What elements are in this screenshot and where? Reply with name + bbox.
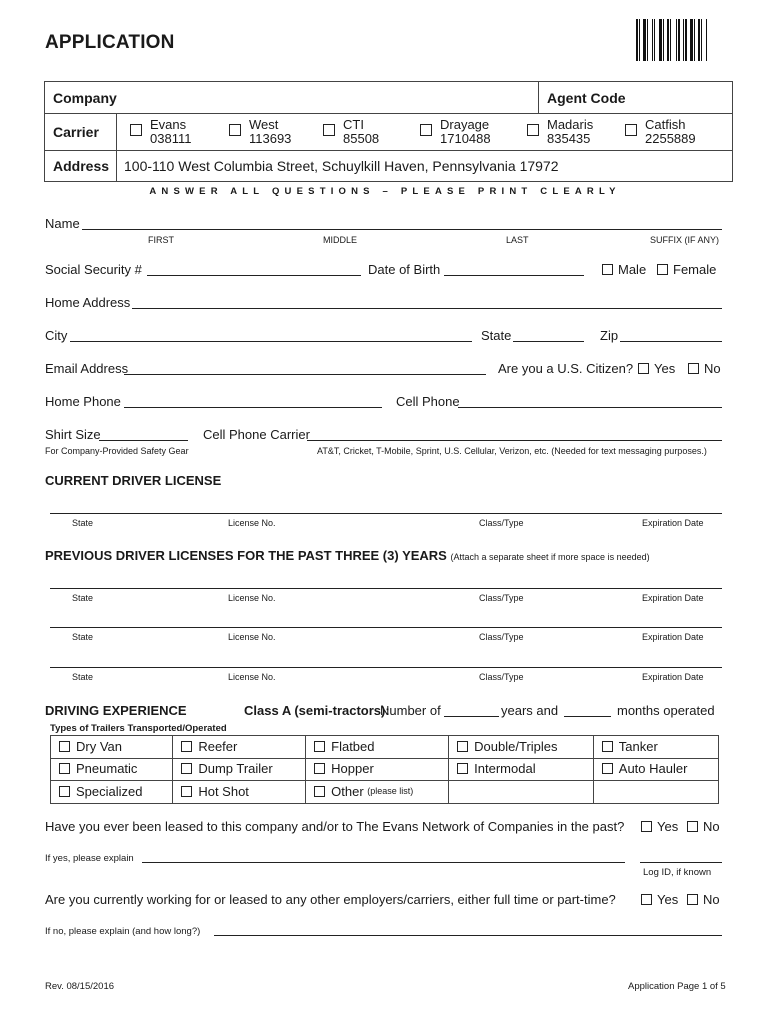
checkbox[interactable] bbox=[638, 363, 649, 374]
col-license-no: License No. bbox=[228, 518, 276, 528]
barcode-bar bbox=[659, 19, 662, 61]
name-last-label: LAST bbox=[506, 235, 529, 245]
address-label: Address bbox=[45, 151, 117, 182]
carrier-code: 038111 bbox=[150, 131, 192, 146]
page-number-label: Application Page 1 of 5 bbox=[628, 981, 726, 992]
trailer-label: Double/Triples bbox=[474, 738, 558, 754]
carrier-code: 85508 bbox=[343, 131, 380, 146]
previous-licenses-title: PREVIOUS DRIVER LICENSES FOR THE PAST THREE (3) YEARS bbox=[45, 548, 447, 563]
barcode-bar bbox=[652, 19, 653, 61]
checkbox[interactable] bbox=[657, 264, 668, 275]
trailer-label: Pneumatic bbox=[76, 761, 138, 777]
trailer-flatbed[interactable] bbox=[306, 736, 449, 759]
carrier-option-cti[interactable] bbox=[323, 118, 379, 146]
checkbox[interactable] bbox=[323, 124, 335, 136]
name-input[interactable] bbox=[82, 229, 722, 230]
checkbox[interactable] bbox=[641, 821, 652, 832]
city-input[interactable] bbox=[70, 341, 472, 342]
male-checkbox[interactable] bbox=[602, 262, 646, 277]
col-expiration: Expiration Date bbox=[642, 672, 704, 682]
barcode-bar bbox=[670, 19, 671, 61]
checkbox[interactable] bbox=[229, 124, 241, 136]
carrier-option-west[interactable] bbox=[229, 118, 291, 146]
state-label: State bbox=[481, 328, 512, 343]
carrier-code: 2255889 bbox=[645, 131, 696, 146]
name-label: Name bbox=[45, 216, 80, 231]
col-state: State bbox=[72, 518, 94, 528]
trailer-hot-shot[interactable] bbox=[173, 781, 306, 804]
home-phone-label: Home Phone bbox=[45, 394, 121, 409]
email-input[interactable] bbox=[124, 374, 486, 375]
years-and-label: years and bbox=[501, 703, 559, 718]
male-label: Male bbox=[618, 262, 647, 277]
trailer-label: Intermodal bbox=[474, 761, 536, 777]
revision-label: Rev. 08/15/2016 bbox=[45, 981, 115, 992]
female-label: Female bbox=[673, 262, 717, 277]
barcode-bar bbox=[706, 19, 707, 61]
checkbox[interactable] bbox=[687, 894, 698, 905]
carrier-code: 1710488 bbox=[440, 131, 491, 146]
trailer-label: Specialized bbox=[76, 783, 143, 799]
cell-carrier-input[interactable] bbox=[307, 440, 722, 441]
trailer-label: Auto Hauler bbox=[618, 761, 688, 777]
checkbox[interactable] bbox=[314, 763, 325, 774]
if-yes-input[interactable] bbox=[142, 862, 625, 863]
col-expiration: Expiration Date bbox=[642, 632, 704, 642]
page-title: APPLICATION bbox=[45, 32, 175, 53]
carrier-option-evans[interactable] bbox=[130, 118, 191, 146]
carrier-name: West bbox=[249, 117, 279, 132]
checkbox[interactable] bbox=[181, 763, 192, 774]
zip-label: Zip bbox=[600, 328, 619, 343]
no-label: No bbox=[703, 819, 720, 834]
carrier-option-drayage[interactable] bbox=[420, 118, 491, 146]
col-license-no: License No. bbox=[228, 593, 276, 603]
current-license-input[interactable] bbox=[50, 513, 722, 514]
barcode-bar bbox=[667, 19, 669, 61]
col-class-type: Class/Type bbox=[479, 632, 524, 642]
trailer-tanker[interactable] bbox=[593, 736, 718, 759]
name-middle-label: MIDDLE bbox=[323, 235, 358, 245]
working-no-checkbox[interactable] bbox=[687, 892, 720, 907]
shirt-size-label: Shirt Size bbox=[45, 427, 101, 442]
email-label: Email Address bbox=[45, 361, 129, 376]
checkbox[interactable] bbox=[181, 786, 192, 797]
cell-carrier-label: Cell Phone Carrier bbox=[203, 427, 310, 442]
instructions-banner: ANSWER ALL QUESTIONS – PLEASE PRINT CLEARLY bbox=[149, 186, 621, 197]
if-yes-label: If yes, please explain bbox=[45, 853, 134, 864]
trailer-label: Hot Shot bbox=[198, 783, 249, 799]
trailer-label: Hopper bbox=[331, 761, 374, 777]
trailer-hopper[interactable] bbox=[306, 758, 449, 781]
leased-no-checkbox[interactable] bbox=[687, 819, 720, 834]
previous-license-1-input[interactable] bbox=[50, 588, 722, 589]
barcode-bar bbox=[696, 19, 697, 61]
log-id-label: Log ID, if known bbox=[643, 867, 712, 878]
company-info-table bbox=[44, 81, 733, 182]
months-operated-label: months operated bbox=[617, 703, 715, 718]
shirt-size-note: For Company-Provided Safety Gear bbox=[45, 446, 189, 456]
previous-licenses-heading bbox=[45, 548, 650, 563]
carrier-name: CTI bbox=[343, 117, 364, 132]
barcode-bar bbox=[703, 19, 705, 61]
trailer-label: Tanker bbox=[618, 738, 658, 754]
trailer-specialized[interactable] bbox=[51, 781, 173, 804]
trailer-dump-trailer[interactable] bbox=[173, 758, 306, 781]
barcode-bar bbox=[678, 19, 680, 61]
carrier-option-catfish[interactable] bbox=[625, 118, 696, 146]
cell-carrier-note: AT&T, Cricket, T-Mobile, Sprint, U.S. Cellular, Verizon, etc. (Needed for text messaging purposes.) bbox=[317, 446, 707, 456]
checkbox[interactable] bbox=[527, 124, 539, 136]
trailer-types-label: Types of Trailers Transported/Operated bbox=[50, 723, 227, 734]
home-phone-input[interactable] bbox=[124, 407, 382, 408]
barcode-bar bbox=[656, 19, 658, 61]
months-input[interactable] bbox=[564, 716, 611, 717]
company-label: Company bbox=[53, 89, 117, 106]
ssn-input[interactable] bbox=[147, 275, 361, 276]
checkbox[interactable] bbox=[457, 763, 468, 774]
name-suffix-label: SUFFIX (IF ANY) bbox=[650, 235, 720, 245]
col-class-type: Class/Type bbox=[479, 593, 524, 603]
col-license-no: License No. bbox=[228, 672, 276, 682]
col-state: State bbox=[72, 672, 94, 682]
checkbox[interactable] bbox=[314, 786, 325, 797]
barcode-bar bbox=[663, 19, 664, 61]
carrier-name: Evans bbox=[150, 117, 187, 132]
barcode-bar bbox=[683, 19, 684, 61]
col-license-no: License No. bbox=[228, 632, 276, 642]
trailer-double-triples[interactable] bbox=[449, 736, 594, 759]
citizen-question: Are you a U.S. Citizen? bbox=[498, 361, 634, 376]
checkbox[interactable] bbox=[130, 124, 142, 136]
trailer-empty-cell bbox=[593, 781, 718, 804]
carrier-name: Drayage bbox=[440, 117, 490, 132]
if-no-label: If no, please explain (and how long?) bbox=[45, 926, 201, 937]
trailer-auto-hauler[interactable] bbox=[593, 758, 718, 781]
trailer-label: Dry Van bbox=[76, 738, 122, 754]
carrier-name: Madaris bbox=[547, 117, 594, 132]
barcode-bar bbox=[676, 19, 677, 61]
cell-phone-label: Cell Phone bbox=[396, 394, 460, 409]
checkbox[interactable] bbox=[625, 124, 637, 136]
carrier-code: 835435 bbox=[547, 131, 591, 146]
barcode-bar bbox=[690, 19, 693, 61]
working-yes-checkbox[interactable] bbox=[641, 892, 678, 907]
col-state: State bbox=[72, 593, 94, 603]
trailer-label: Other bbox=[331, 783, 364, 799]
barcode-bar bbox=[654, 19, 655, 61]
home-address-input[interactable] bbox=[132, 308, 722, 309]
checkbox[interactable] bbox=[420, 124, 432, 136]
checkbox[interactable] bbox=[688, 363, 699, 374]
female-checkbox[interactable] bbox=[657, 262, 716, 277]
dob-input[interactable] bbox=[444, 275, 584, 276]
checkbox[interactable] bbox=[641, 894, 652, 905]
carrier-code: 113693 bbox=[249, 131, 292, 146]
col-class-type: Class/Type bbox=[479, 672, 524, 682]
col-expiration: Expiration Date bbox=[642, 518, 704, 528]
previous-license-3-input[interactable] bbox=[50, 667, 722, 668]
checkbox[interactable] bbox=[314, 741, 325, 752]
carrier-options bbox=[117, 114, 733, 151]
trailer-other[interactable] bbox=[306, 781, 449, 804]
checkbox[interactable] bbox=[181, 741, 192, 752]
years-input[interactable] bbox=[444, 716, 499, 717]
number-of-label: Number of bbox=[380, 703, 441, 718]
ssn-label: Social Security # bbox=[45, 262, 142, 277]
barcode-bar bbox=[639, 19, 640, 61]
checkbox[interactable] bbox=[59, 763, 70, 774]
state-input[interactable] bbox=[513, 341, 584, 342]
agent-code-label: Agent Code bbox=[547, 89, 626, 106]
no-label: No bbox=[704, 361, 721, 376]
log-id-input[interactable] bbox=[640, 862, 722, 863]
leased-question: Have you ever been leased to this company and/or to The Evans Network of Companies in the past? bbox=[45, 819, 625, 834]
barcode-bar bbox=[698, 19, 700, 61]
yes-label: Yes bbox=[654, 361, 676, 376]
dob-label: Date of Birth bbox=[368, 262, 441, 277]
checkbox[interactable] bbox=[59, 786, 70, 797]
checkbox[interactable] bbox=[457, 741, 468, 752]
barcode-bar bbox=[681, 19, 682, 61]
zip-input[interactable] bbox=[620, 341, 722, 342]
carrier-option-madaris[interactable] bbox=[527, 118, 593, 146]
trailer-label: Flatbed bbox=[331, 738, 375, 754]
class-a-label: Class A (semi-tractors): bbox=[244, 703, 390, 718]
trailer-reefer[interactable] bbox=[173, 736, 306, 759]
barcode-bar bbox=[636, 19, 638, 61]
barcode-image bbox=[636, 19, 714, 61]
barcode-bar bbox=[665, 19, 666, 61]
col-state: State bbox=[72, 632, 94, 642]
carrier-name: Catfish bbox=[645, 117, 686, 132]
citizen-yes-checkbox[interactable] bbox=[638, 361, 675, 376]
checkbox[interactable] bbox=[59, 741, 70, 752]
name-first-label: FIRST bbox=[148, 235, 174, 245]
barcode-bar bbox=[647, 19, 648, 61]
company-field[interactable] bbox=[45, 82, 539, 114]
barcode-bar bbox=[643, 19, 646, 61]
previous-license-2-input[interactable] bbox=[50, 627, 722, 628]
barcode-bar bbox=[672, 19, 675, 61]
checkbox[interactable] bbox=[602, 264, 613, 275]
yes-label: Yes bbox=[657, 892, 679, 907]
working-question: Are you currently working for or leased to any other employers/carriers, either full time or part-time? bbox=[45, 892, 616, 907]
driving-experience-heading: DRIVING EXPERIENCE bbox=[45, 703, 187, 718]
trailer-intermodal[interactable] bbox=[449, 758, 594, 781]
trailer-dry-van[interactable] bbox=[51, 736, 173, 759]
if-no-input[interactable] bbox=[214, 935, 722, 936]
checkbox[interactable] bbox=[602, 763, 613, 774]
city-label: City bbox=[45, 328, 68, 343]
citizen-no-checkbox[interactable] bbox=[688, 361, 721, 376]
address-value: 100-110 West Columbia Street, Schuylkill Haven, Pennsylvania 17972 bbox=[117, 151, 733, 182]
shirt-size-input[interactable] bbox=[99, 440, 188, 441]
barcode-bar bbox=[685, 19, 687, 61]
trailer-label: Dump Trailer bbox=[198, 761, 273, 777]
other-note: (please list) bbox=[367, 786, 414, 797]
no-label: No bbox=[703, 892, 720, 907]
cell-phone-input[interactable] bbox=[458, 407, 722, 408]
trailer-pneumatic[interactable] bbox=[51, 758, 173, 781]
leased-yes-checkbox[interactable] bbox=[641, 819, 678, 834]
checkbox[interactable] bbox=[687, 821, 698, 832]
barcode-bar bbox=[649, 19, 651, 61]
col-expiration: Expiration Date bbox=[642, 593, 704, 603]
home-address-label: Home Address bbox=[45, 295, 131, 310]
trailer-types-table bbox=[50, 735, 719, 804]
carrier-label: Carrier bbox=[45, 114, 117, 151]
barcode-bar bbox=[688, 19, 689, 61]
trailer-empty-cell bbox=[449, 781, 594, 804]
agent-code-field[interactable] bbox=[539, 82, 733, 114]
yes-label: Yes bbox=[657, 819, 679, 834]
current-license-heading: CURRENT DRIVER LICENSE bbox=[45, 473, 222, 488]
previous-licenses-note: (Attach a separate sheet if more space is needed) bbox=[450, 552, 650, 562]
barcode-bar bbox=[641, 19, 642, 61]
trailer-label: Reefer bbox=[198, 738, 238, 754]
barcode-bar bbox=[701, 19, 702, 61]
barcode-bar bbox=[694, 19, 695, 61]
checkbox[interactable] bbox=[602, 741, 613, 752]
col-class-type: Class/Type bbox=[479, 518, 524, 528]
